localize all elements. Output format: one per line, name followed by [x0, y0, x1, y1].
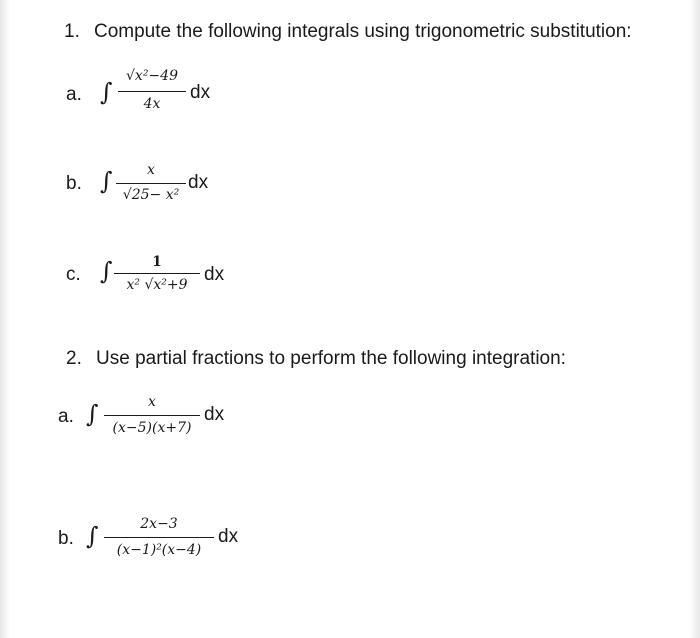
problem-label: b.	[66, 173, 82, 194]
denominator: √25− x²	[122, 187, 180, 203]
section-2-title: Use partial fractions to perform the following integration:	[96, 348, 566, 369]
fraction	[116, 158, 186, 208]
problem-label: b.	[58, 528, 74, 549]
problem-label: a.	[58, 406, 74, 427]
section-1-number: 1.	[64, 21, 80, 42]
differential: dx	[190, 82, 211, 103]
section-1-heading	[64, 21, 632, 43]
numerator: 2x−3	[140, 516, 178, 532]
problem-label: a.	[66, 84, 82, 105]
denominator: 4x	[143, 96, 161, 112]
numerator: x	[147, 162, 155, 178]
denominator: (x−1)²(x−4)	[116, 542, 202, 558]
denominator: x² √x²+9	[126, 277, 188, 293]
fraction	[118, 66, 186, 116]
fraction	[104, 392, 200, 442]
fraction-bar	[104, 537, 214, 538]
problem-2a	[58, 392, 258, 452]
problem-2b	[58, 514, 258, 574]
section-1-title: Compute the following integrals using trigonometric substitution:	[94, 21, 632, 42]
problem-1c	[66, 248, 266, 308]
fraction	[104, 514, 214, 564]
page-shadow-right	[690, 0, 700, 638]
fraction-bar	[104, 415, 200, 416]
integral-sign: ∫	[100, 78, 113, 106]
differential: dx	[204, 264, 225, 285]
integral-sign: ∫	[100, 167, 113, 195]
integral-sign: ∫	[86, 400, 99, 428]
differential: dx	[204, 404, 225, 425]
integral-sign: ∫	[86, 522, 99, 550]
fraction-bar	[118, 91, 186, 92]
integral-sign: ∫	[100, 257, 113, 285]
section-2-number: 2.	[66, 348, 82, 369]
problem-label: c.	[66, 264, 81, 285]
fraction	[114, 248, 200, 298]
differential: dx	[218, 526, 239, 547]
problem-1a	[66, 66, 266, 126]
fraction-bar	[116, 183, 186, 184]
numerator: √x²−49	[126, 68, 178, 84]
denominator: (x−5)(x+7)	[112, 420, 192, 436]
numerator: 1	[152, 254, 162, 270]
numerator: x	[148, 394, 156, 410]
page-shadow-left	[0, 0, 10, 638]
problem-1b	[66, 158, 266, 218]
section-2-heading	[66, 348, 566, 370]
differential: dx	[188, 172, 209, 193]
fraction-bar	[114, 273, 200, 274]
